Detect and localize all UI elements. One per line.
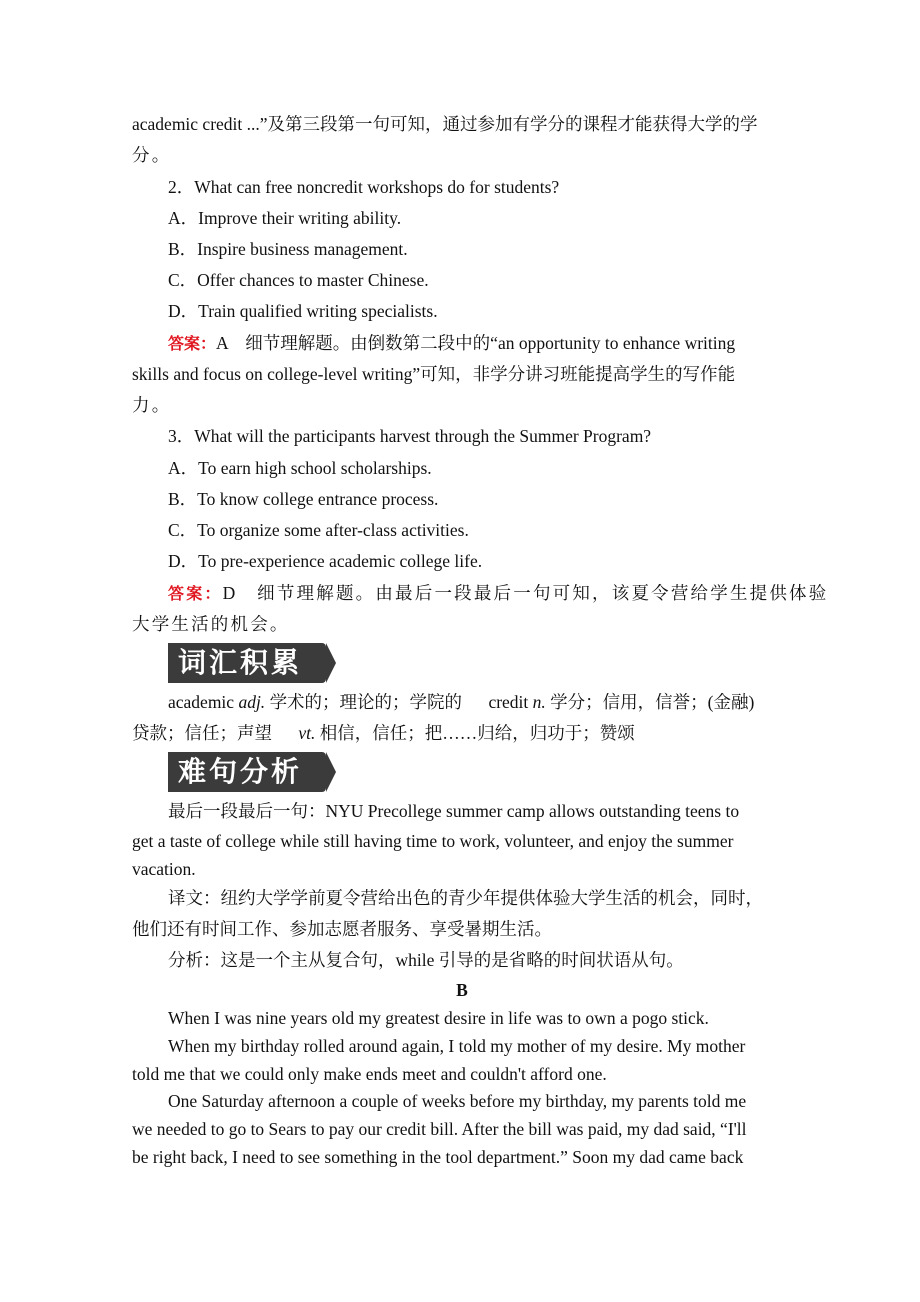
analysis-note: 分析：这是一个主从复合句，while 引导的是省略的时间状语从句。 <box>168 950 684 970</box>
vocabulary-banner: 词汇积累 <box>168 643 326 683</box>
vocab-pos-adj: adj. <box>238 692 266 712</box>
translation-line-2: 他们还有时间工作、参加志愿者服务、享受暑期生活。 <box>132 919 552 939</box>
question-2: 2．What can free noncredit workshops do for students? <box>168 177 560 197</box>
vocab-word-credit: credit <box>488 692 529 712</box>
vocab-pos-n: n. <box>532 692 546 712</box>
prev-answer-line-1: academic credit ...”及第三段第一句可知，通过参加有学分的课程才能获得大学的学 <box>132 114 758 134</box>
q3-answer-text: D 细节理解题。由最后一段最后一句可知，该夏令营给学生提供体验 <box>222 583 829 603</box>
q2-option-a: A．Improve their writing ability. <box>168 208 402 228</box>
answer-label: 答案： <box>168 334 217 353</box>
translation-line-1: 译文：纽约大学学前夏令营给出色的青少年提供体验大学生活的机会，同时， <box>168 888 763 908</box>
passage-b-paragraph-3-line-2: we needed to go to Sears to pay our credit bill. After the bill was paid, my dad said, “I'll <box>132 1119 747 1139</box>
passage-b-paragraph-2-line-2: told me that we could only make ends meet and couldn't afford one. <box>132 1064 607 1084</box>
passage-b-heading: B <box>456 980 468 1000</box>
q2-answer-line-2: skills and focus on college-level writing”可知，非学分讲习班能提高学生的写作能 <box>132 364 736 384</box>
analysis-sentence-line-3: vacation. <box>132 859 196 879</box>
vocab-word-academic: academic <box>168 692 235 712</box>
analysis-sentence-line-2: get a taste of college while still having time to work, volunteer, and enjoy the summer <box>132 831 734 851</box>
q2-answer-line-3: 力。 <box>132 395 172 415</box>
vocab-line-2 <box>132 722 792 744</box>
passage-b-paragraph-1: When I was nine years old my greatest desire in life was to own a pogo stick. <box>168 1008 709 1028</box>
q3-option-d: D．To pre-experience academic college life. <box>168 551 483 571</box>
q3-option-a: A．To earn high school scholarships. <box>168 458 432 478</box>
analysis-sentence-line-1: 最后一段最后一句：NYU Precollege summer camp allows outstanding teens to <box>168 801 740 821</box>
vocab-def-credit: 学分；信用，信誉；(金融) <box>550 692 755 712</box>
q2-option-c: C．Offer chances to master Chinese. <box>168 270 429 290</box>
q2-option-b: B．Inspire business management. <box>168 239 408 259</box>
q3-answer-line-2: 大学生活的机会。 <box>132 614 290 634</box>
vocab-def-credit-vt: 相信，信任；把……归给，归功于；赞颂 <box>319 723 635 743</box>
passage-b-paragraph-3-line-3: be right back, I need to see something in the tool department.” Soon my dad came back <box>132 1147 744 1167</box>
q2-answer-text: A 细节理解题。由倒数第二段中的“an opportunity to enhance writing <box>216 333 736 353</box>
answer-label: 答案： <box>168 584 223 603</box>
vocab-line-1 <box>168 691 792 713</box>
q2-answer-line-1 <box>168 332 792 355</box>
vocab-def-academic: 学术的；理论的；学院的 <box>269 692 463 712</box>
vocab-pos-vt: vt. <box>298 723 316 743</box>
prev-answer-line-2: 分。 <box>132 145 172 165</box>
sentence-analysis-banner: 难句分析 <box>168 752 326 792</box>
q3-answer-line-1 <box>168 582 829 605</box>
question-3: 3．What will the participants harvest through the Summer Program? <box>168 426 652 446</box>
passage-b-paragraph-3-line-1: One Saturday afternoon a couple of weeks before my birthday, my parents told me <box>168 1091 747 1111</box>
q2-option-d: D．Train qualified writing specialists. <box>168 301 438 321</box>
q3-option-b: B．To know college entrance process. <box>168 489 439 509</box>
vocab-def-credit-cont: 贷款；信任；声望 <box>132 723 272 743</box>
passage-b-paragraph-2-line-1: When my birthday rolled around again, I told my mother of my desire. My mother <box>168 1036 746 1056</box>
q3-option-c: C．To organize some after-class activities. <box>168 520 469 540</box>
